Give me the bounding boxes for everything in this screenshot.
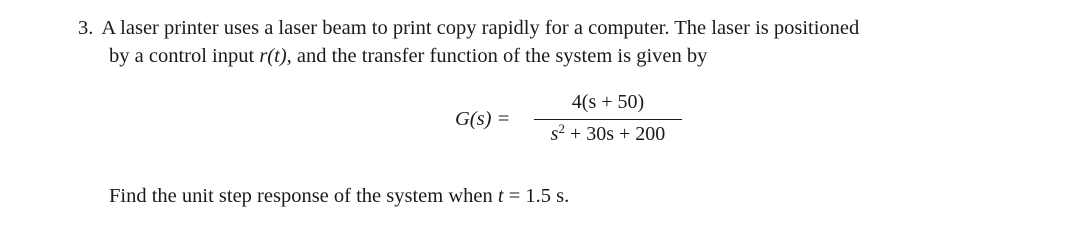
problem-number: 3. [78, 17, 94, 39]
question-line [109, 184, 569, 208]
problem-text-line-1: A laser printer uses a laser beam to print copy rapidly for a computer. The laser is positioned [101, 17, 860, 39]
problem-line-1 [78, 16, 859, 40]
transfer-function-equation [455, 90, 695, 150]
question-text-end: = 1.5 s. [503, 185, 570, 207]
fraction-denominator [534, 122, 682, 146]
time-variable: t [497, 185, 504, 207]
denominator-rest: + 30s + 200 [564, 123, 666, 145]
control-input-variable: r(t) [259, 45, 287, 67]
question-text-start: Find the unit step response of the system when [109, 185, 498, 207]
fraction-numerator: 4(s + 50) [571, 91, 645, 113]
problem-text-line-2-start: by a control input [109, 45, 260, 67]
problem-line-2 [109, 44, 707, 68]
denominator-variable: s [550, 123, 559, 145]
denominator-exponent: 2 [558, 121, 565, 136]
fraction-bar [534, 119, 682, 120]
equation-lhs: G(s) = [455, 108, 511, 130]
problem-text-line-2-end: , and the transfer function of the system is given by [286, 45, 708, 67]
